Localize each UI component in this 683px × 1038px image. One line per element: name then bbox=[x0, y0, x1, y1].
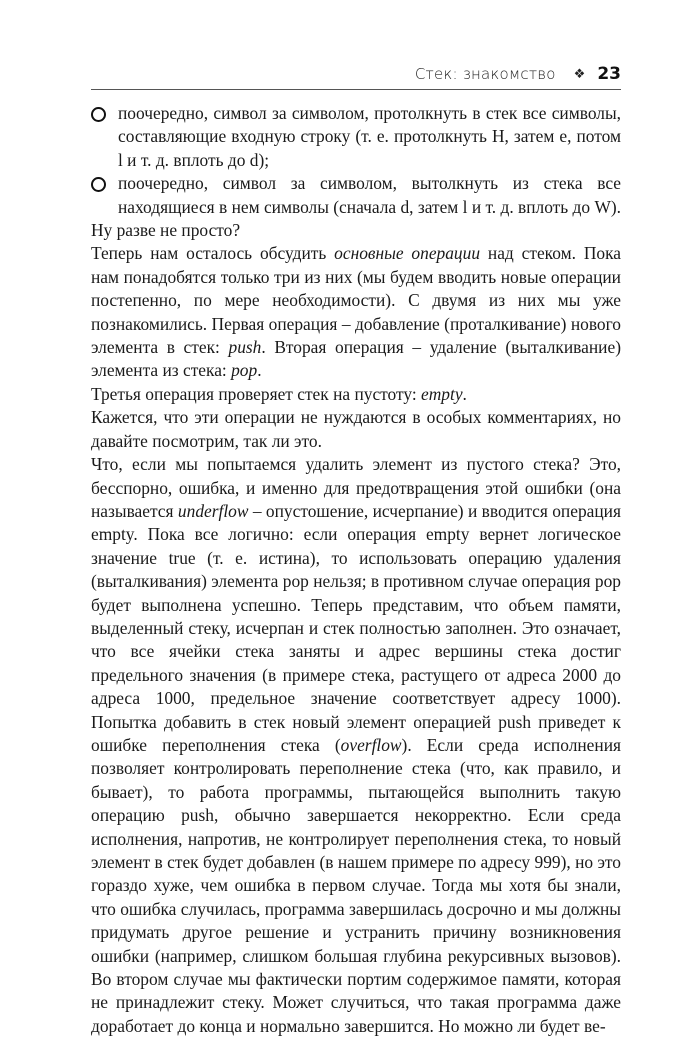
page-body bbox=[91, 102, 621, 1038]
text-run: над стеком. Пока нам понадобятся только три из них (мы будем вводить новые операции постепенно, по мере необходимости). С двумя из них мы уже познакомились. Первая операция – добавление (проталкивание) нового элемента в стек: bbox=[91, 243, 621, 358]
text-run: ). Если среда исполнения позволяет контролировать переполнение стека (что, как правило, и бывает), то работа программы, пытающейся выполнить такую операцию push, обычно завершается некорректно. Если среда исполнения, напротив, не контролирует переполнения стека, то новый элемент в стек будет добавлен (в нашем примере по адресу 999), но это гораздо хуже, чем ошибка в первом случае. Тогда мы хотя бы знали, что ошибка случилась, программа завершилась досрочно и мы должны придумать другое решение и устранить причину возникновения ошибки (например, слишком большая глубина рекурсивных вызовов). Во втором случае мы фактически портим содержимое памяти, которая не принадлежит стеку. Может случиться, что такая программа даже доработает до конца и нормально завершится. Но можно ли будет ве- bbox=[91, 734, 622, 1036]
paragraph bbox=[91, 453, 621, 1038]
list-item bbox=[91, 102, 621, 172]
paragraph bbox=[91, 242, 621, 382]
italic-term: push bbox=[228, 337, 262, 358]
circle-bullet-icon bbox=[91, 177, 106, 192]
page-number: 23 bbox=[597, 64, 621, 84]
list-item-text: поочередно, символ за символом, протолкнуть в стек все символы, составляющие входную строку (т. е. протолкнуть H, затем e, потом l и т. д. вплоть до d); bbox=[118, 103, 621, 170]
running-header bbox=[91, 59, 621, 90]
text-run: Третья операция проверяет стек на пустоту: bbox=[91, 383, 422, 404]
italic-term: pop bbox=[231, 360, 258, 381]
list-item bbox=[91, 172, 621, 219]
text-run: . bbox=[462, 383, 467, 404]
italic-term: underflow bbox=[177, 500, 249, 521]
list-item-text: поочередно, символ за символом, вытолкнуть из стека все находящиеся в нем символы (сначала d, затем l и т. д. вплоть до W). bbox=[118, 173, 622, 217]
text-run: . bbox=[257, 360, 262, 381]
text-run: . Вторая операция – удаление (выталкивание) элемента из стека: bbox=[91, 337, 621, 381]
italic-term: основные операции bbox=[334, 243, 481, 264]
paragraph-text: Кажется, что эти операции не нуждаются в особых комментариях, но давайте посмотрим, так ли это. bbox=[91, 407, 621, 451]
text-run: Что, если мы попытаемся удалить элемент из пустого стека? Это, бесспорно, ошибка, и именно для предотвращения этой ошибки (она называется bbox=[91, 454, 621, 521]
diamond-cluster-icon: ❖ bbox=[573, 66, 586, 82]
circle-bullet-icon bbox=[91, 107, 106, 122]
paragraph-text: Ну разве не просто? bbox=[91, 220, 241, 241]
text-run: Теперь нам осталось обсудить bbox=[91, 243, 335, 264]
paragraph bbox=[91, 219, 621, 242]
paragraph bbox=[91, 383, 621, 406]
chapter-title: Стек: знакомство bbox=[414, 65, 556, 83]
text-run: – опустошение, исчерпание) и вводится операция empty. Пока все логично: если операция empty вернет логическое значение true (т. е. истина), то использовать операцию удаления (выталкивания) элемента pop нельзя; в противном случае операция pop будет выполнена успешно. Теперь представим, что объем памяти, выделенный стеку, исчерпан и стек полностью заполнен. Это означает, что все ячейки стека заняты и адрес вершины стека достиг предельного значения (в примере стека, растущего от адреса 2000 до адреса 1000, предельное значение соответствует адресу 1000). Попытка добавить в стек новый элемент операцией push приведет к ошибке переполнения стека ( bbox=[91, 500, 621, 755]
italic-term: empty bbox=[421, 383, 463, 404]
italic-term: overflow bbox=[340, 734, 402, 755]
paragraph bbox=[91, 406, 621, 453]
